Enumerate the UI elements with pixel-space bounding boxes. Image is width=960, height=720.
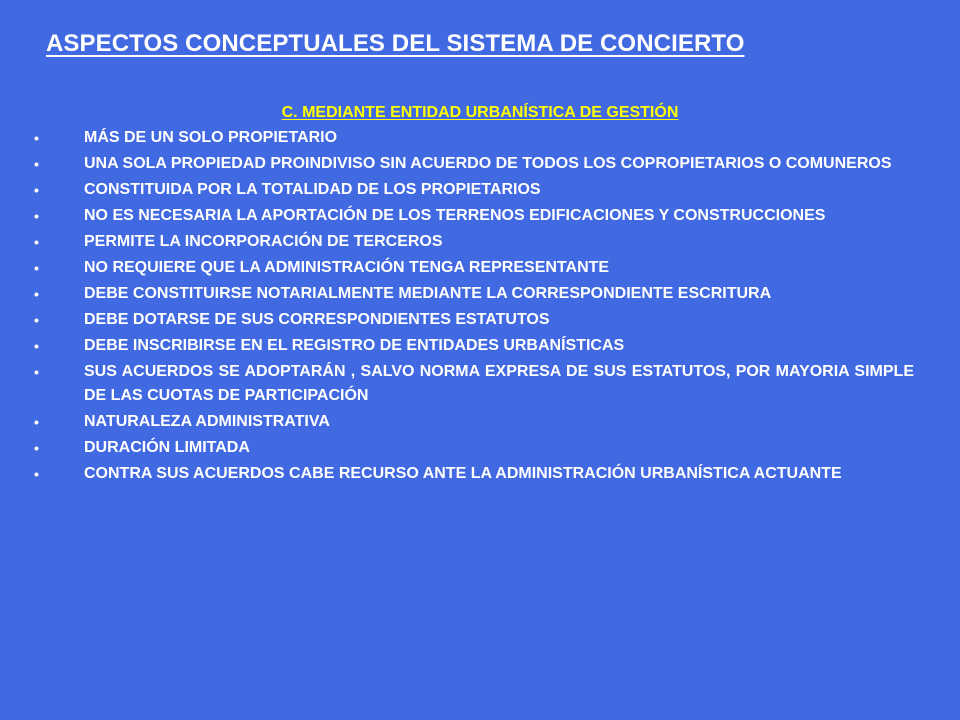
bullet-icon: • [34, 466, 39, 482]
bullet-icon: • [34, 312, 39, 328]
bullet-item [28, 204, 914, 228]
bullet-text: PERMITE LA INCORPORACIÓN DE TERCEROS [84, 233, 443, 250]
slide-subtitle: C. MEDIANTE ENTIDAD URBANÍSTICA DE GESTIÓN [281, 104, 679, 121]
bullet-text: DURACIÓN LIMITADA [84, 439, 250, 456]
slide-title: ASPECTOS CONCEPTUALES DEL SISTEMA DE CONCIERTO [46, 30, 745, 57]
bullet-icon: • [34, 182, 39, 198]
bullet-text: CONSTITUIDA POR LA TOTALIDAD DE LOS PROPIETARIOS [84, 181, 541, 198]
bullet-item [28, 152, 914, 176]
bullet-icon: • [34, 234, 39, 250]
bullet-item [28, 410, 914, 434]
bullet-icon: • [34, 338, 39, 354]
bullet-icon: • [34, 260, 39, 276]
bullet-text: NO REQUIERE QUE LA ADMINISTRACIÓN TENGA REPRESENTANTE [84, 259, 610, 276]
bullet-icon: • [34, 440, 39, 456]
bullet-text: NO ES NECESARIA LA APORTACIÓN DE LOS TERRENOS EDIFICACIONES Y CONSTRUCCIONES [84, 207, 826, 224]
bullet-text: NATURALEZA ADMINISTRATIVA [84, 413, 330, 430]
bullet-item [28, 462, 914, 486]
bullet-text: CONTRA SUS ACUERDOS CABE RECURSO ANTE LA ADMINISTRACIÓN URBANÍSTICA ACTUANTE [84, 465, 842, 482]
bullet-item [28, 282, 914, 306]
bullet-item [28, 334, 914, 358]
bullet-text: SUS ACUERDOS SE ADOPTARÁN , SALVO NORMA EXPRESA DE SUS ESTATUTOS, POR MAYORIA SIMPLE DE LAS CUOTAS DE PARTICIPACIÓN [84, 363, 914, 404]
bullet-text: DEBE INSCRIBIRSE EN EL REGISTRO DE ENTIDADES URBANÍSTICAS [84, 337, 625, 354]
bullet-item [28, 178, 914, 202]
bullet-icon: • [34, 156, 39, 172]
bullet-text: DEBE CONSTITUIRSE NOTARIALMENTE MEDIANTE LA CORRESPONDIENTE ESCRITURA [84, 285, 772, 302]
bullet-icon: • [34, 208, 39, 224]
bullet-item [28, 230, 914, 254]
bullet-icon: • [34, 130, 39, 146]
bullet-text: UNA SOLA PROPIEDAD PROINDIVISO SIN ACUERDO DE TODOS LOS COPROPIETARIOS O COMUNEROS [84, 155, 892, 172]
bullet-item [28, 126, 914, 150]
bullet-icon: • [34, 364, 39, 380]
bullet-list [28, 126, 914, 488]
bullet-item [28, 256, 914, 280]
bullet-icon: • [34, 414, 39, 430]
bullet-item [28, 436, 914, 460]
bullet-text: DEBE DOTARSE DE SUS CORRESPONDIENTES ESTATUTOS [84, 311, 550, 328]
bullet-icon: • [34, 286, 39, 302]
bullet-item [28, 360, 914, 408]
bullet-text: MÁS DE UN SOLO PROPIETARIO [84, 129, 338, 146]
bullet-item [28, 308, 914, 332]
